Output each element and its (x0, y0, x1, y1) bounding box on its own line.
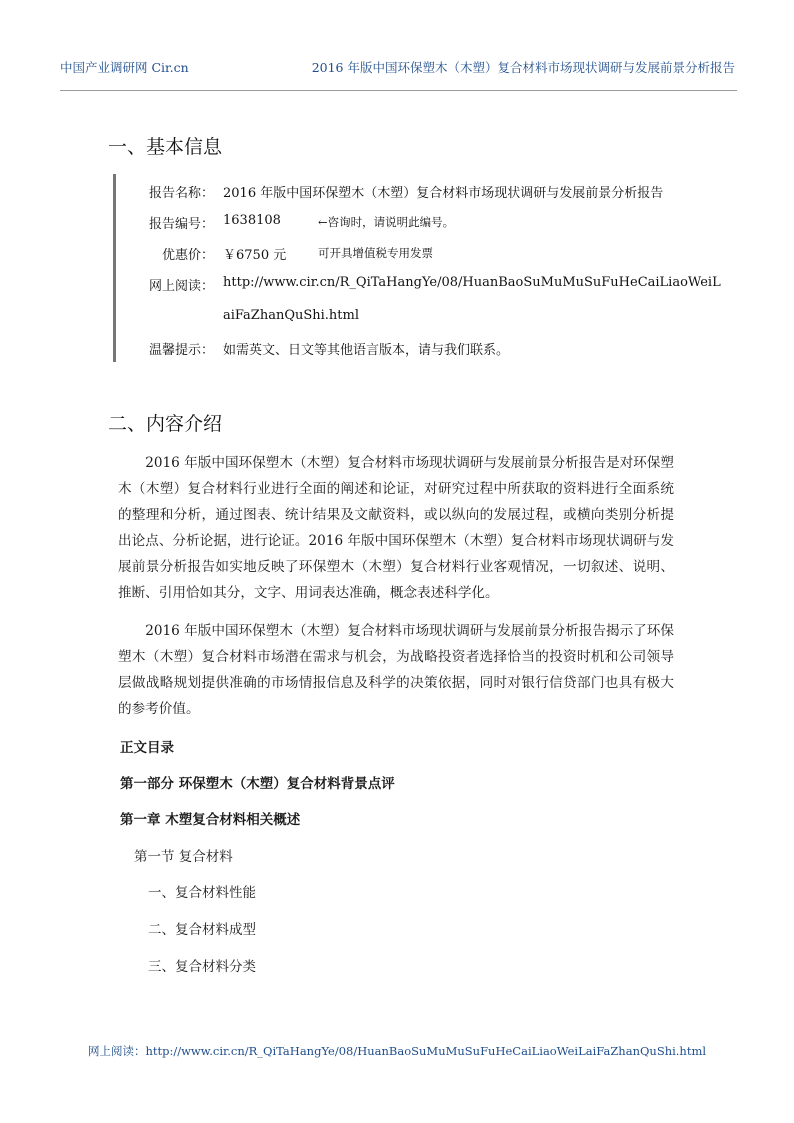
report-code-note: ←咨询时，请说明此编号。 (318, 215, 455, 229)
toc-title: 正文目录 (120, 740, 174, 756)
toc-item: 三、复合材料分类 (148, 959, 256, 975)
tip-label: 温馨提示： (148, 343, 214, 358)
header-document-title: 2016 年版中国环保塑木（木塑）复合材料市场现状调研与发展前景分析报告 (311, 60, 735, 75)
tip-value: 如需英文、日文等其他语言版本，请与我们联系。 (223, 343, 510, 358)
toc-item: 一、复合材料性能 (148, 885, 256, 901)
toc-chapter-1: 第一章 木塑复合材料相关概述 (120, 812, 301, 828)
content-intro-heading: 二、内容介绍 (108, 413, 223, 435)
online-reading-label: 网上阅读： (148, 279, 214, 294)
price-value: ￥6750 元 (223, 248, 287, 263)
toc-item: 二、复合材料成型 (148, 922, 256, 938)
basic-info-heading: 一、基本信息 (108, 136, 223, 158)
report-name-label: 报告名称： (148, 186, 214, 201)
toc-part-1: 第一部分 环保塑木（木塑）复合材料背景点评 (120, 776, 395, 792)
report-code-label: 报告编号： (148, 217, 214, 232)
price-label: 优惠价： (161, 248, 214, 263)
intro-paragraph-2: 2016 年版中国环保塑木（木塑）复合材料市场现状调研与发展前景分析报告揭示了环保塑木（木塑）复合材料市场潜在需求与机会，为战略投资者选择恰当的投资时机和公司领导层做战略规划提供准确的市场情报信息及科学的决策依据，同时对银行信贷部门也具有极大的参考价值。 (118, 623, 674, 717)
invoice-note: 可开具增值税专用发票 (318, 246, 433, 260)
intro-paragraph-1: 2016 年版中国环保塑木（木塑）复合材料市场现状调研与发展前景分析报告是对环保塑木（木塑）复合材料行业进行全面的阐述和论证，对研究过程中所获取的资料进行全面系统的整理和分析，通过图表、统计结果及文献资料，或以纵向的发展过程，或横向类别分析提出论点、分析论据，进行论证。2016 年版中国环保塑木（木塑）复合材料市场现状调研与发展前景分析报告如实地反映了环保塑木（木塑）复合材料行业客观情况，一切叙述、说明、推断、引用恰如其分，文字、用词表达准确，概念表述科学化。 (118, 455, 674, 601)
online-reading-link-line2[interactable]: aiFaZhanQuShi.html (223, 308, 360, 323)
page-header (60, 50, 737, 91)
report-name-value: 2016 年版中国环保塑木（木塑）复合材料市场现状调研与发展前景分析报告 (223, 186, 664, 201)
toc-section-1: 第一节 复合材料 (134, 849, 233, 865)
report-code-value: 1638108 (223, 213, 281, 228)
site-name[interactable]: 中国产业调研网 Cir.cn (60, 60, 189, 75)
basic-info-block (113, 174, 721, 362)
footer-online-link[interactable]: 网上阅读：http://www.cir.cn/R_QiTaHangYe/08/HuanBaoSuMuMuSuFuHeCaiLiaoWeiLaiFaZhanQuShi.html (87, 1044, 707, 1058)
online-reading-link-line1[interactable]: http://www.cir.cn/R_QiTaHangYe/08/HuanBaoSuMuMuSuFuHeCaiLiaoWeiL (223, 275, 721, 290)
